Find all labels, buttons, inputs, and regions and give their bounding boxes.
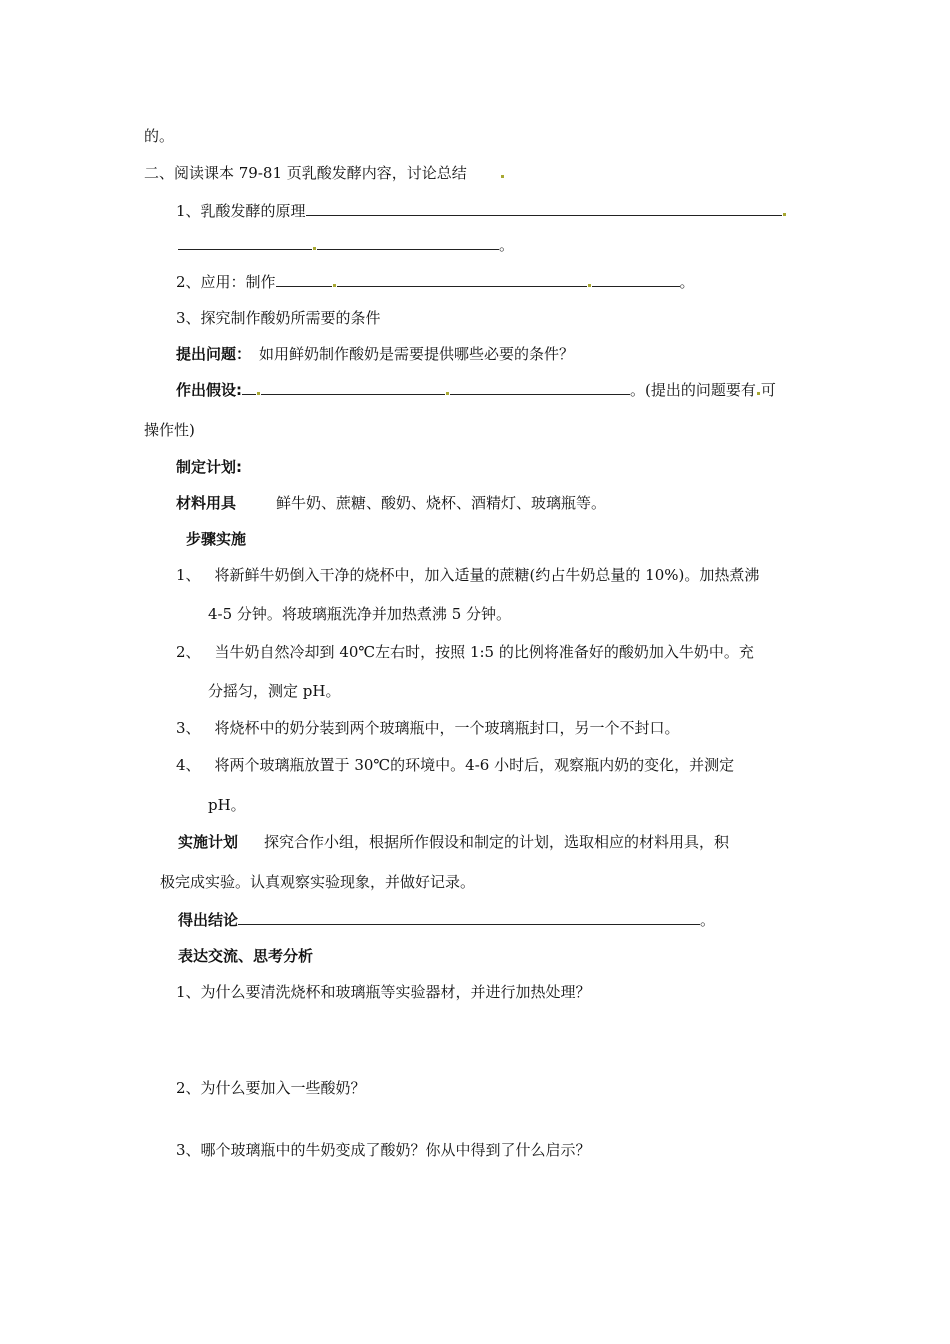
- marker-dot: [333, 284, 336, 287]
- principle-blank[interactable]: [306, 201, 782, 216]
- conclusion-label: 得出结论: [178, 911, 239, 929]
- step-number: 2、: [176, 643, 201, 661]
- marker-dot: [501, 175, 504, 178]
- step-number: 1、: [176, 566, 201, 584]
- hypothesis-tail-a: 。(提出的问题要有: [630, 381, 756, 399]
- step-1-text: 将新鲜牛奶倒入干净的烧杯中，加入适量的蔗糖(约占牛奶总量的 10%)。加热煮沸: [214, 566, 760, 584]
- implement-label: 实施计划: [178, 833, 239, 851]
- discussion-label: 表达交流、思考分析: [178, 947, 314, 965]
- section-two-text: 二、阅读课本 79-81 页乳酸发酵内容，讨论总结: [144, 164, 467, 182]
- step-4-text: 将两个玻璃瓶放置于 30℃的环境中。4-6 小时后，观察瓶内奶的变化，并测定: [214, 756, 735, 774]
- step-2-text: 当牛奶自然冷却到 40℃左右时，按照 1:5 的比例将准备好的酸奶加入牛奶中。充: [214, 643, 754, 661]
- step-2-continued: 分摇匀，测定 pH。: [208, 682, 341, 700]
- step-number: 4、: [176, 756, 201, 774]
- hypothesis-blank-b[interactable]: [261, 380, 445, 395]
- hypothesis-line: [176, 380, 776, 400]
- principle-line: [176, 201, 787, 221]
- step-number: 3、: [176, 719, 201, 737]
- step-4-continued: pH。: [208, 796, 246, 814]
- hypothesis-blank-c[interactable]: [450, 380, 630, 395]
- marker-dot: [446, 392, 449, 395]
- conclusion-line: [178, 910, 715, 930]
- question-line: [176, 344, 574, 364]
- application-end: 。: [679, 273, 695, 291]
- question-3: 3、哪个玻璃瓶中的牛奶变成了酸奶？你从中得到了什么启示？: [176, 1141, 591, 1159]
- conclusion-blank[interactable]: [238, 910, 700, 925]
- principle-end: 。: [499, 236, 515, 254]
- principle-blank-2a[interactable]: [178, 235, 312, 250]
- question-1: 1、为什么要清洗烧杯和玻璃瓶等实验器材，并进行加热处理？: [176, 983, 591, 1001]
- marker-dot: [783, 213, 786, 216]
- hypothesis-label: 作出假设:: [176, 381, 242, 399]
- question-text: 如用鲜奶制作酸奶是需要提供哪些必要的条件？: [259, 345, 575, 363]
- step-1-continued: 4-5 分钟。将玻璃瓶洗净并加热煮沸 5 分钟。: [208, 605, 512, 623]
- application-blank-c[interactable]: [592, 272, 680, 287]
- hypothesis-tail-b: 可: [760, 381, 776, 399]
- conclusion-end: 。: [700, 911, 716, 929]
- line-continuation: 的。: [144, 127, 175, 145]
- question-label: 提出问题：: [176, 345, 252, 363]
- marker-dot: [313, 247, 316, 250]
- application-blank-b[interactable]: [337, 272, 587, 287]
- step-3: [176, 718, 680, 738]
- implement-continued: 极完成实验。认真观察实验现象，并做好记录。: [160, 873, 476, 891]
- implement-line: [178, 832, 729, 852]
- principle-line-2: [178, 235, 514, 255]
- materials-line: [176, 493, 606, 513]
- principle-blank-2b[interactable]: [317, 235, 499, 250]
- step-4: [176, 755, 734, 775]
- plan-label: 制定计划:: [176, 458, 242, 476]
- marker-dot: [588, 284, 591, 287]
- materials-text: 鲜牛奶、蔗糖、酸奶、烧杯、酒精灯、玻璃瓶等。: [276, 494, 607, 512]
- explore-heading: 3、探究制作酸奶所需要的条件: [176, 309, 381, 327]
- step-3-text: 将烧杯中的奶分装到两个玻璃瓶中，一个玻璃瓶封口，另一个不封口。: [214, 719, 680, 737]
- implement-text: 探究合作小组，根据所作假设和制定的计划，选取相应的材料用具，积: [264, 833, 730, 851]
- step-2: [176, 642, 754, 662]
- application-label: 2、应用：制作: [176, 273, 276, 291]
- application-line: [176, 272, 695, 292]
- steps-label: 步骤实施: [186, 530, 247, 548]
- section-two-heading: [144, 163, 505, 183]
- marker-dot: [257, 392, 260, 395]
- application-blank-a[interactable]: [276, 272, 332, 287]
- step-1: [176, 565, 759, 585]
- question-2: 2、为什么要加入一些酸奶？: [176, 1079, 366, 1097]
- hypothesis-blank-a[interactable]: [242, 380, 256, 395]
- materials-label: 材料用具: [176, 494, 237, 512]
- principle-label: 1、乳酸发酵的原理: [176, 202, 306, 220]
- marker-dot: [757, 392, 760, 395]
- hypothesis-wrap: 操作性): [144, 421, 195, 439]
